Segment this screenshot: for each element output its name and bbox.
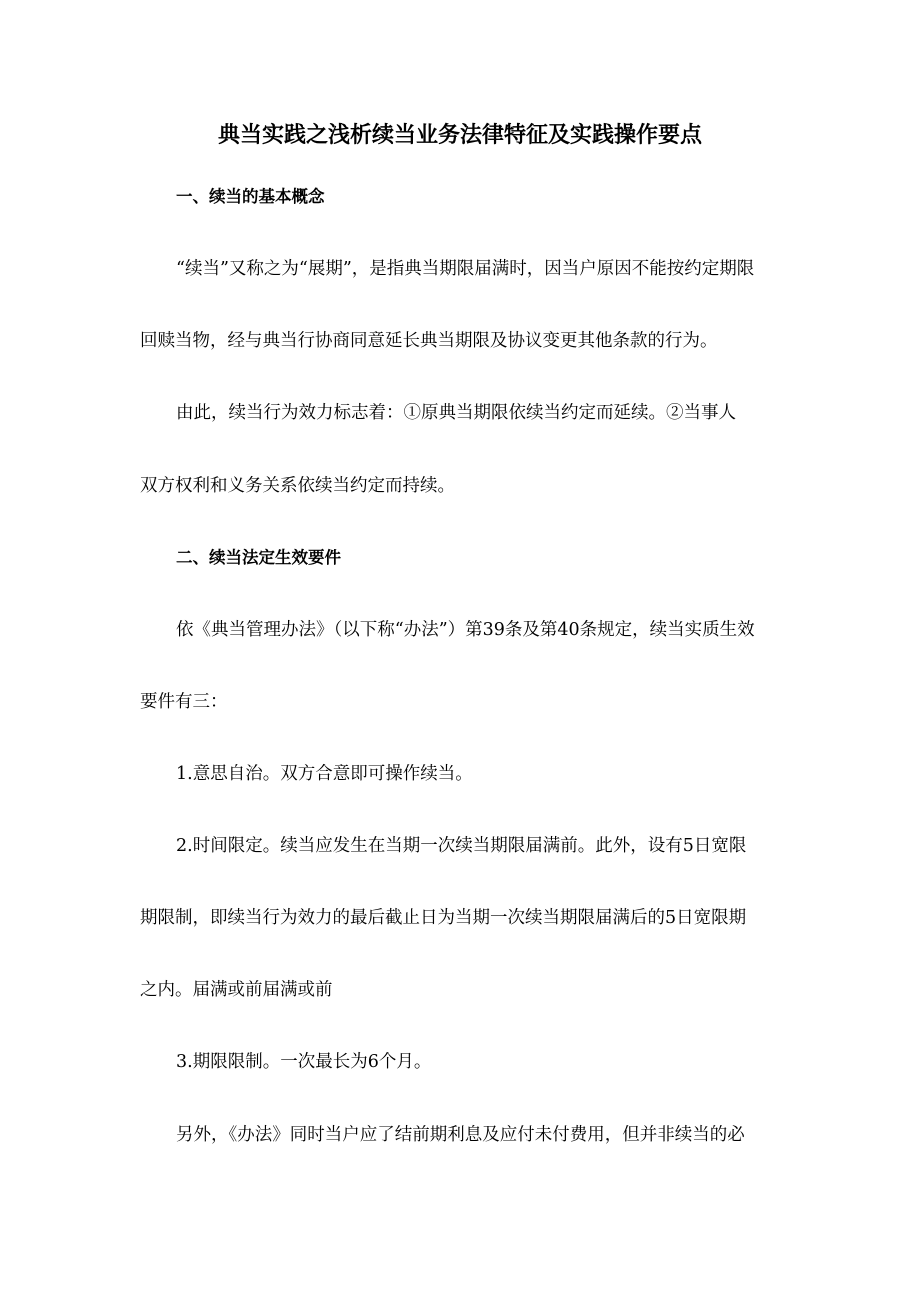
section-heading-basic-concept: 一、续当的基本概念 — [176, 187, 325, 206]
section-heading-effective-conditions: 二、续当法定生效要件 — [176, 548, 341, 567]
paragraph-line: 另外，《办法》同时当户应了结前期利息及应付未付费用，但并非续当的必 — [176, 1125, 745, 1145]
paragraph-line: 双方权利和义务关系依续当约定而持续。 — [140, 476, 455, 496]
document-title: 典当实践之浅析续当业务法律特征及实践操作要点 — [217, 122, 702, 148]
paragraph-line: 期限制，即续当行为效力的最后截止日为当期一次续当期限届满后的5日宽限期 — [140, 908, 747, 928]
paragraph-line: 由此，续当行为效力标志着：①原典当期限依续当约定而延续。②当事人 — [176, 403, 736, 423]
list-item-line: 3.期限限制。一次最长为6个月。 — [176, 1052, 432, 1072]
list-item-line: 2.时间限定。续当应发生在当期一次续当期限届满前。此外，设有5日宽限 — [176, 836, 747, 856]
paragraph-line: “续当”又称之为“展期”，是指典当期限届满时，因当户原因不能按约定期限 — [176, 259, 755, 279]
paragraph-line: 之内。届满或前届满或前 — [140, 980, 333, 1000]
list-item-line: 1.意思自治。双方合意即可操作续当。 — [176, 764, 473, 784]
paragraph-line: 要件有三： — [140, 692, 228, 712]
paragraph-line: 依《典当管理办法》（以下称“办法”）第39条及第40条规定，续当实质生效 — [176, 620, 755, 640]
paragraph-line: 回赎当物，经与典当行协商同意延长典当期限及协议变更其他条款的行为。 — [140, 331, 718, 351]
